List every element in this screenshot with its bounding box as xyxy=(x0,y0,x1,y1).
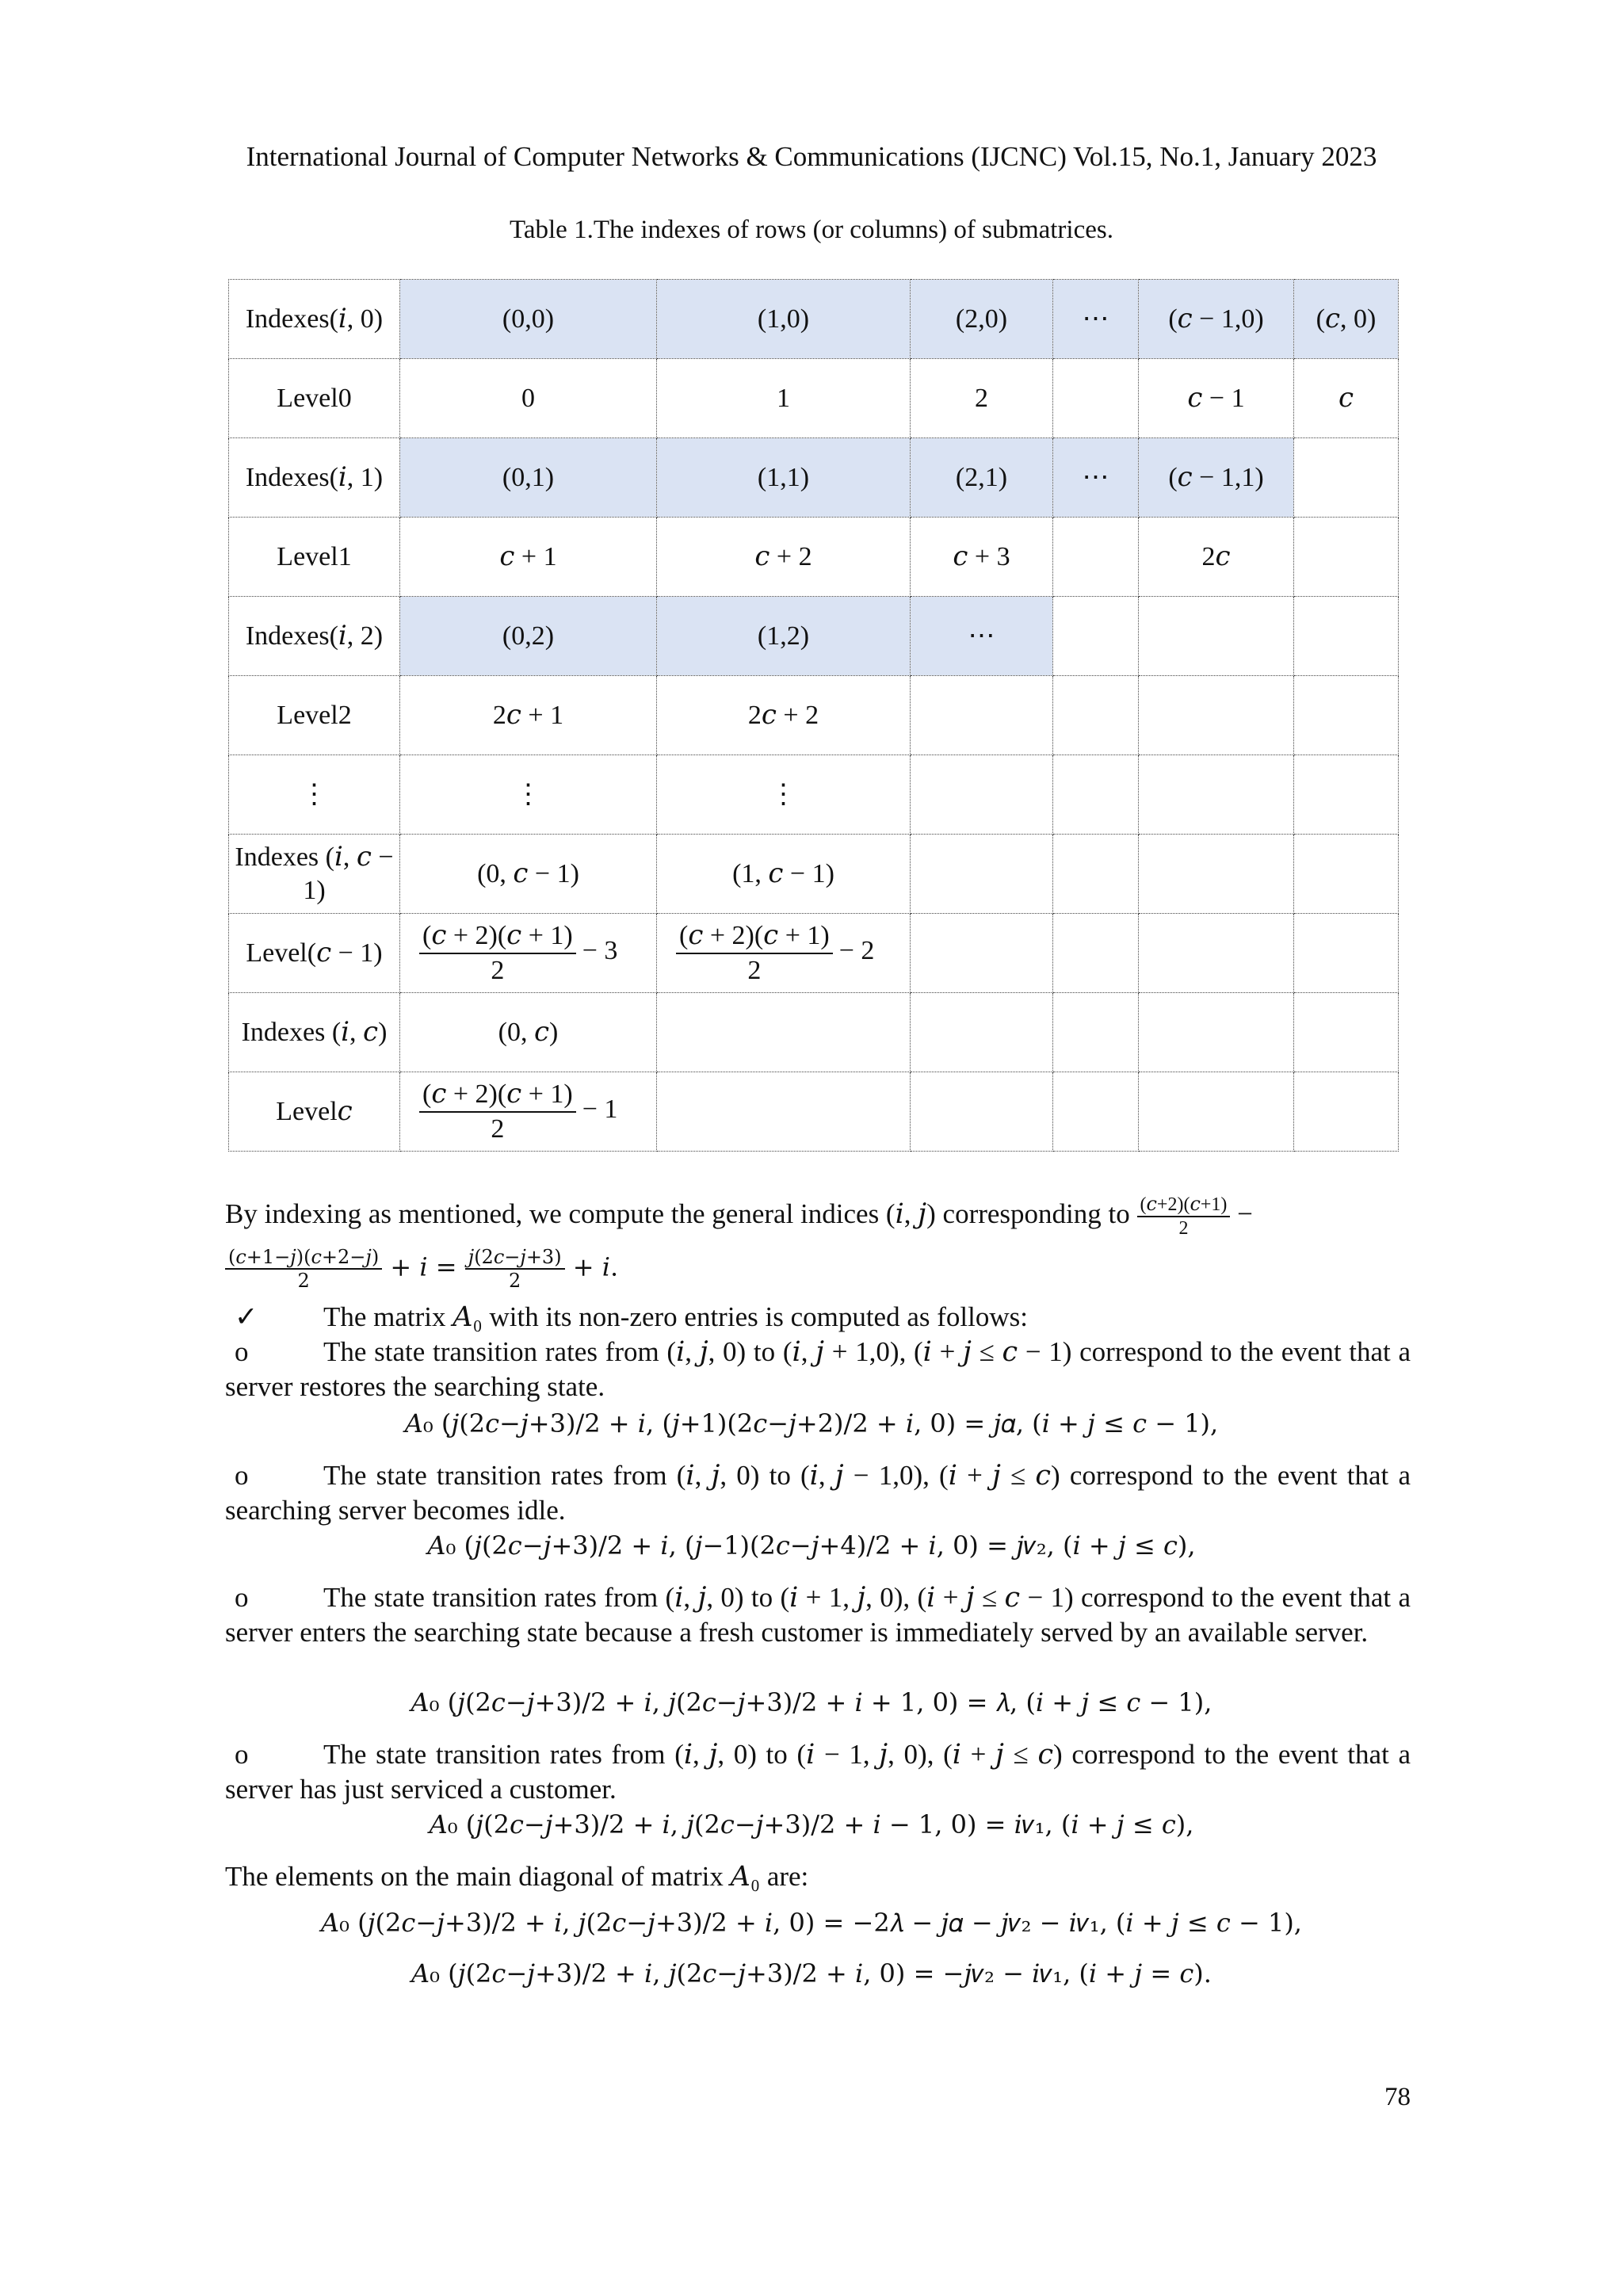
table-cell xyxy=(1294,1072,1399,1152)
table-cell xyxy=(911,835,1053,914)
bullet-item-2: o The state transition rates from (𝑖, 𝑗, 0) to (𝑖, 𝑗 − 1,0), (𝑖 + 𝑗 ≤ 𝑐) correspond to the event that a searching server becomes idle. xyxy=(225,1460,1411,1526)
table-cell xyxy=(657,1072,911,1152)
table-cell: (2,0) xyxy=(911,280,1053,359)
table-row xyxy=(229,993,1399,1072)
bullet-item-1: o The state transition rates from (𝑖, 𝑗, 0) to (𝑖, 𝑗 + 1,0), (𝑖 + 𝑗 ≤ 𝑐 − 1) correspond to the event that a server restores the searching state. xyxy=(225,1336,1411,1402)
table-cell: 𝑐 + 3 xyxy=(911,518,1053,597)
table-cell: ⋮ xyxy=(400,755,657,835)
table-cell: $\frac{\text{(𝑐 + 2)(𝑐 + 1)}}{2}$ − 1 xyxy=(400,1072,657,1152)
table-cell: 2𝑐 + 2 xyxy=(657,676,911,755)
table-cell xyxy=(1294,835,1399,914)
table-caption: Table 1.The indexes of rows (or columns) of submatrices. xyxy=(510,216,1113,244)
equation-3: 𝐴₀ (𝑗(2𝑐−𝑗+3)/2 + 𝑖, 𝑗(2𝑐−𝑗+3)/2 + 𝑖 + 1, 0) = 𝜆, (𝑖 + 𝑗 ≤ 𝑐 − 1), xyxy=(411,1687,1212,1717)
table-cell: ⋮ xyxy=(657,755,911,835)
table-cell xyxy=(911,993,1053,1072)
table-cell xyxy=(1139,993,1294,1072)
table-cell xyxy=(1053,755,1139,835)
table-cell: ⋯ xyxy=(1053,438,1139,518)
table-cell: (1, 𝑐 − 1) xyxy=(657,835,911,914)
table-cell: $\frac{\text{(𝑐 + 2)(𝑐 + 1)}}{2}$ − 2 xyxy=(657,914,911,993)
table-cell xyxy=(657,993,911,1072)
table-cell: (1,2) xyxy=(657,597,911,676)
table-row xyxy=(229,597,1399,676)
row-label: Level1 xyxy=(229,518,400,597)
table-cell: (1,0) xyxy=(657,280,911,359)
page-number: 78 xyxy=(1384,2083,1411,2111)
circle-bullet-icon: o xyxy=(235,1739,249,1770)
row-label: Indexes(𝑖, 0) xyxy=(229,280,400,359)
table-cell: (𝑐 − 1,0) xyxy=(1139,280,1294,359)
table-cell xyxy=(1053,835,1139,914)
table-row xyxy=(229,438,1399,518)
table-cell xyxy=(1139,755,1294,835)
table-cell: ⋯ xyxy=(911,597,1053,676)
table-cell xyxy=(911,676,1053,755)
table-row xyxy=(229,755,1399,835)
table-cell: 2 xyxy=(911,359,1053,438)
table-cell: 0 xyxy=(400,359,657,438)
table-cell: (0, 𝑐 − 1) xyxy=(400,835,657,914)
row-label: ⋮ xyxy=(229,755,400,835)
diagonal-intro: The elements on the main diagonal of matrix 𝐴₀ are: xyxy=(225,1861,809,1892)
row-label: Level2 xyxy=(229,676,400,755)
checkmark-icon: ✓ xyxy=(235,1301,258,1332)
table-cell xyxy=(1139,597,1294,676)
table-cell xyxy=(1294,755,1399,835)
equation-5: 𝐴₀ (𝑗(2𝑐−𝑗+3)/2 + 𝑖, 𝑗(2𝑐−𝑗+3)/2 + 𝑖, 0) = −2𝜆 − 𝑗𝛼 − 𝑗𝜈₂ − 𝑖𝜈₁, (𝑖 + 𝑗 ≤ 𝑐 − 1), xyxy=(321,1908,1302,1938)
table-cell xyxy=(1053,993,1139,1072)
bullet-item-3: o The state transition rates from (𝑖, 𝑗, 0) to (𝑖 + 1, 𝑗, 0), (𝑖 + 𝑗 ≤ 𝑐 − 1) correspond to the event that a server enters the searching state because a fresh customer is immediately served by an available server. xyxy=(225,1582,1411,1648)
row-label: Level(𝑐 − 1) xyxy=(229,914,400,993)
table-cell xyxy=(1294,518,1399,597)
table-cell xyxy=(1053,914,1139,993)
table-cell: (𝑐, 0) xyxy=(1294,280,1399,359)
table-cell xyxy=(1053,1072,1139,1152)
table-row xyxy=(229,914,1399,993)
table-cell xyxy=(1294,914,1399,993)
table-row xyxy=(229,280,1399,359)
table-cell: $\frac{\text{(𝑐 + 2)(𝑐 + 1)}}{2}$ − 3 xyxy=(400,914,657,993)
table-cell: 𝑐 − 1 xyxy=(1139,359,1294,438)
bullet-item-4: o The state transition rates from (𝑖, 𝑗, 0) to (𝑖 − 1, 𝑗, 0), (𝑖 + 𝑗 ≤ 𝑐) correspond to the event that a server has just serviced a customer. xyxy=(225,1739,1411,1805)
table-cell xyxy=(1139,835,1294,914)
table-cell: (0,0) xyxy=(400,280,657,359)
equation-6: 𝐴₀ (𝑗(2𝑐−𝑗+3)/2 + 𝑖, 𝑗(2𝑐−𝑗+3)/2 + 𝑖, 0) = −𝑗𝜈₂ − 𝑖𝜈₁, (𝑖 + 𝑗 = 𝑐). xyxy=(411,1958,1212,1988)
circle-bullet-icon: o xyxy=(235,1460,249,1491)
table-cell: (0, 𝑐) xyxy=(400,993,657,1072)
circle-bullet-icon: o xyxy=(235,1336,249,1367)
table-cell: (2,1) xyxy=(911,438,1053,518)
table-cell: 2𝑐 + 1 xyxy=(400,676,657,755)
table-cell xyxy=(911,1072,1053,1152)
paragraph-general-indices-cont: $\frac{\text{(𝑐+1−𝑗)(𝑐+2−𝑗)}}{2}$ + 𝑖 = $\frac{\text{𝑗(2𝑐−𝑗+3)}}{2}$ + 𝑖. xyxy=(225,1246,1411,1292)
row-label: Indexes (𝑖, 𝑐) xyxy=(229,993,400,1072)
table-cell: ⋯ xyxy=(1053,280,1139,359)
table-cell: 2𝑐 xyxy=(1139,518,1294,597)
table-cell: (0,2) xyxy=(400,597,657,676)
table-row xyxy=(229,676,1399,755)
row-label: Indexes(𝑖, 2) xyxy=(229,597,400,676)
table-row xyxy=(229,1072,1399,1152)
table-cell xyxy=(911,914,1053,993)
table-cell xyxy=(1139,1072,1294,1152)
table-cell xyxy=(1053,676,1139,755)
submatrix-index-table xyxy=(228,279,1399,1152)
table-cell: (0,1) xyxy=(400,438,657,518)
row-label: Indexes (𝑖, 𝑐 − 1) xyxy=(229,835,400,914)
table-cell: 𝑐 xyxy=(1294,359,1399,438)
table-cell xyxy=(1139,676,1294,755)
circle-bullet-icon: o xyxy=(235,1582,249,1613)
row-label: Level𝑐 xyxy=(229,1072,400,1152)
table-cell: (𝑐 − 1,1) xyxy=(1139,438,1294,518)
table-cell: 𝑐 + 1 xyxy=(400,518,657,597)
table-row xyxy=(229,835,1399,914)
table-cell: 𝑐 + 2 xyxy=(657,518,911,597)
row-label: Indexes(𝑖, 1) xyxy=(229,438,400,518)
table-cell xyxy=(1294,676,1399,755)
table-row xyxy=(229,518,1399,597)
paragraph-general-indices: By indexing as mentioned, we compute the general indices (𝑖, 𝑗) corresponding to $\frac{\text{(𝑐+2)(𝑐+1)}}{2}$ − xyxy=(225,1194,1253,1239)
table-cell: 1 xyxy=(657,359,911,438)
equation-4: 𝐴₀ (𝑗(2𝑐−𝑗+3)/2 + 𝑖, 𝑗(2𝑐−𝑗+3)/2 + 𝑖 − 1, 0) = 𝑖𝜈₁, (𝑖 + 𝑗 ≤ 𝑐), xyxy=(429,1809,1194,1839)
journal-header: International Journal of Computer Networks & Communications (IJCNC) Vol.15, No.1, January 2023 xyxy=(246,141,1377,172)
table-cell: (1,1) xyxy=(657,438,911,518)
checkmark-item: ✓ The matrix 𝐴₀ with its non-zero entries is computed as follows: xyxy=(225,1300,1411,1335)
table-cell xyxy=(1294,597,1399,676)
table-cell xyxy=(911,755,1053,835)
equation-2: 𝐴₀ (𝑗(2𝑐−𝑗+3)/2 + 𝑖, (𝑗−1)(2𝑐−𝑗+4)/2 + 𝑖, 0) = 𝑗𝜈₂, (𝑖 + 𝑗 ≤ 𝑐), xyxy=(427,1530,1196,1561)
table-cell xyxy=(1139,914,1294,993)
table-cell xyxy=(1053,359,1139,438)
table-row xyxy=(229,359,1399,438)
table-cell xyxy=(1294,993,1399,1072)
row-label: Level0 xyxy=(229,359,400,438)
table-cell xyxy=(1294,438,1399,518)
equation-1: 𝐴₀ (𝑗(2𝑐−𝑗+3)/2 + 𝑖, (𝑗+1)(2𝑐−𝑗+2)/2 + 𝑖, 0) = 𝑗𝛼, (𝑖 + 𝑗 ≤ 𝑐 − 1), xyxy=(404,1408,1219,1438)
table-cell xyxy=(1053,597,1139,676)
table-cell xyxy=(1053,518,1139,597)
